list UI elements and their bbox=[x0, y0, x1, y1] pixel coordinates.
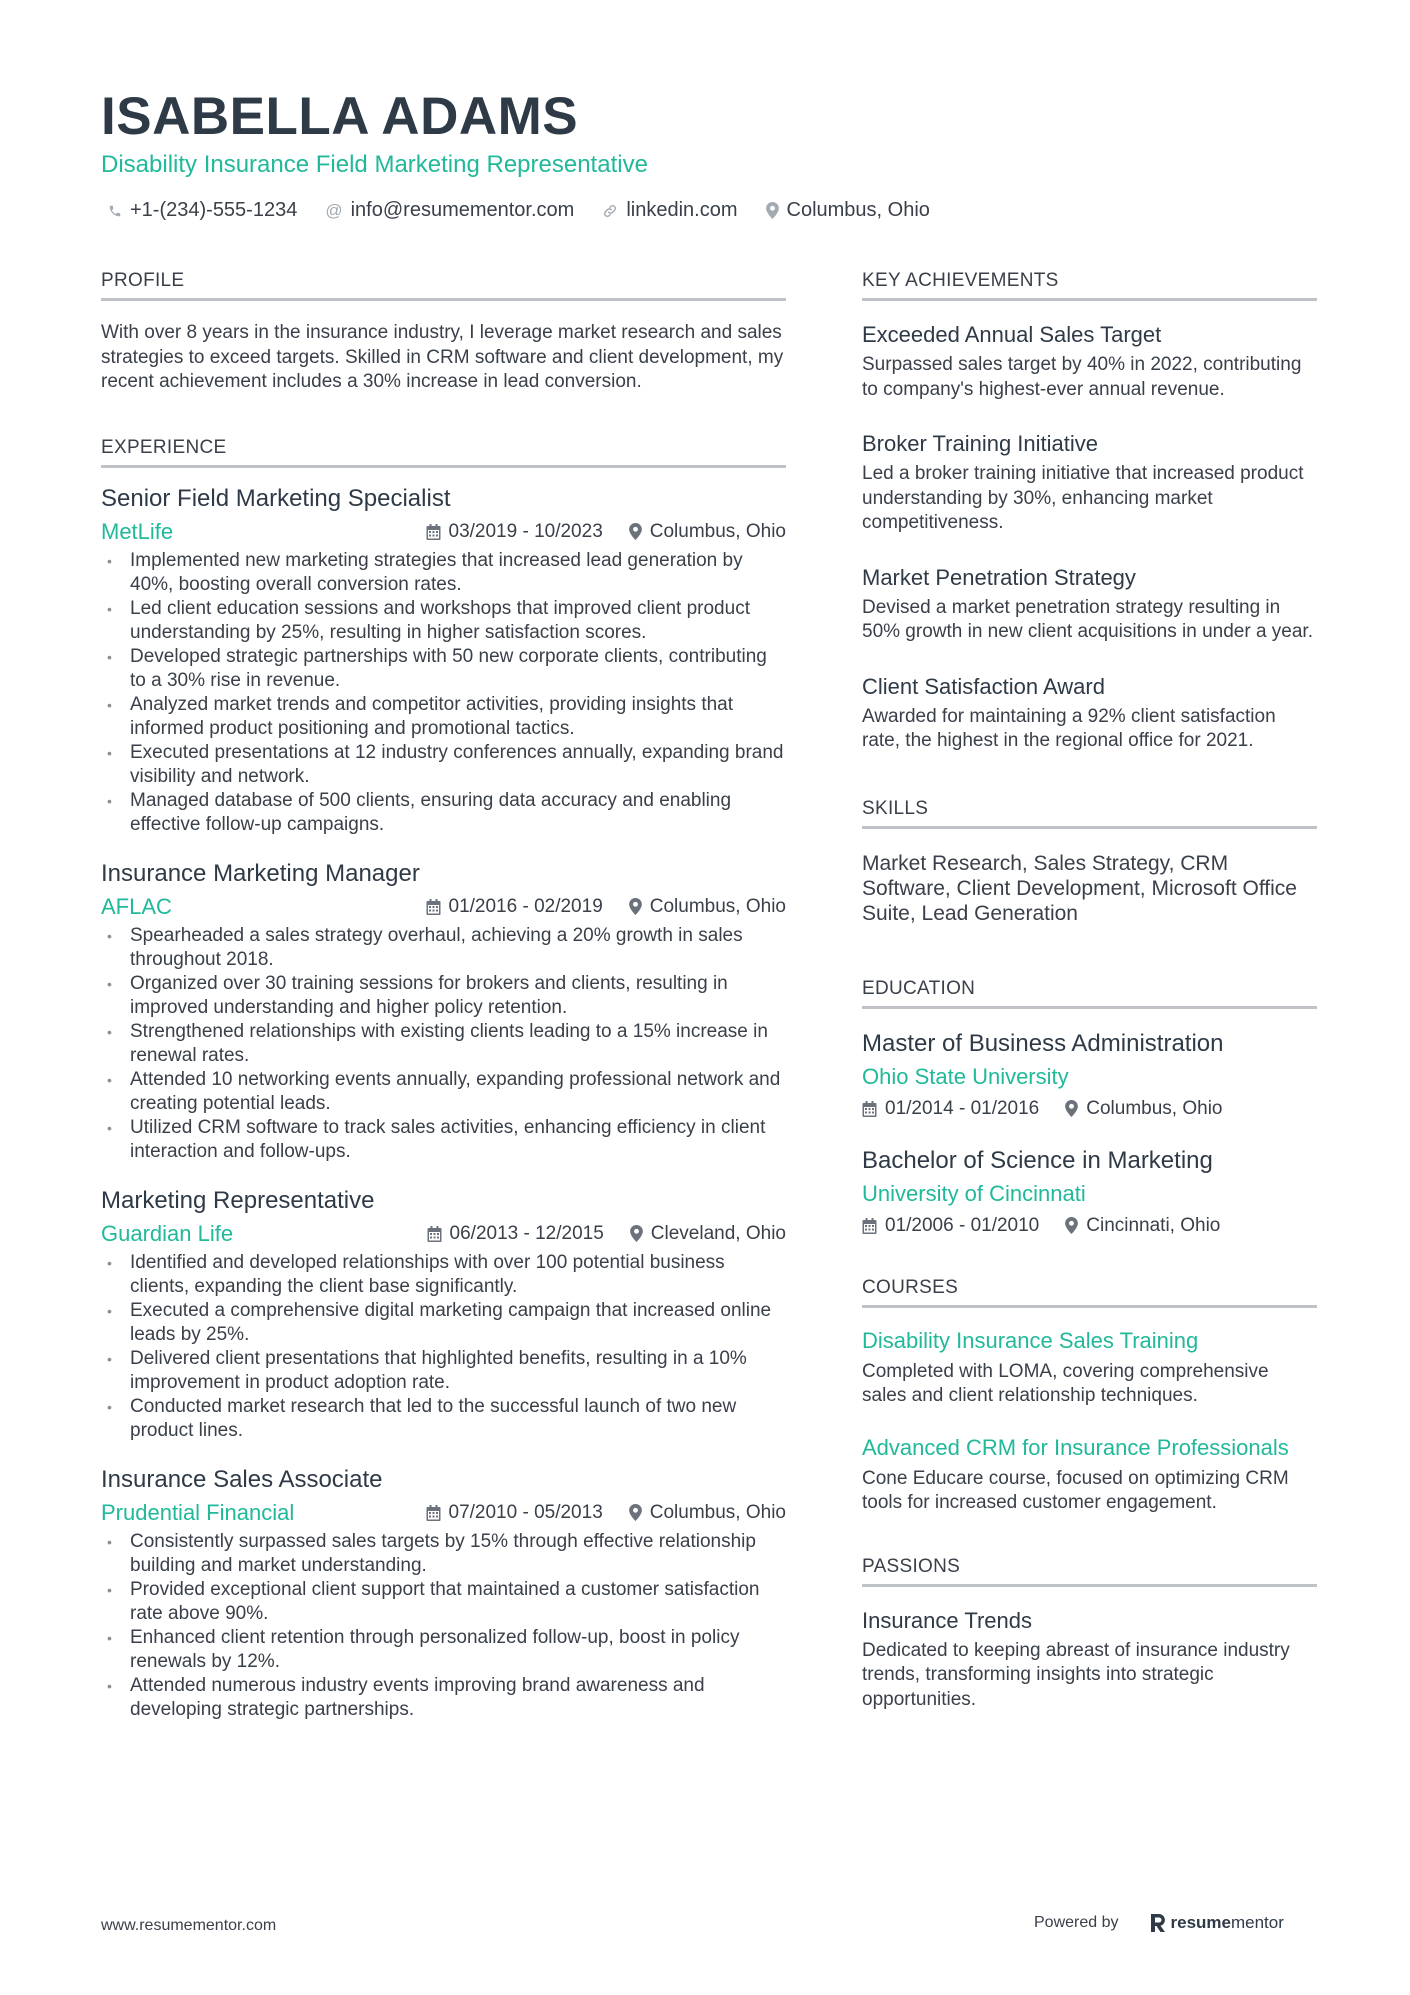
contact-linkedin[interactable] bbox=[602, 199, 737, 222]
bullet-item: • Attended 10 networking events annually, expanding professional network and creating potential leads. bbox=[101, 1068, 786, 1116]
job-dates: 06/2013 - 12/2015 bbox=[449, 1222, 604, 1244]
bullet-list bbox=[101, 924, 786, 1164]
section-heading: COURSES bbox=[862, 1277, 1317, 1308]
left-column bbox=[101, 270, 786, 1744]
education-location: Cincinnati, Ohio bbox=[1086, 1214, 1221, 1236]
section-heading: EXPERIENCE bbox=[101, 437, 786, 468]
course-item bbox=[862, 1328, 1317, 1409]
education-meta bbox=[862, 1215, 1317, 1237]
passion-text: Dedicated to keeping abreast of insurance industry trends, transforming insights into strategic opportunities. bbox=[862, 1639, 1290, 1710]
course-item bbox=[862, 1435, 1317, 1516]
achievement-text: Awarded for maintaining a 92% client satisfaction rate, the highest in the regional office for 2021. bbox=[862, 705, 1276, 751]
experience-section bbox=[101, 437, 786, 1722]
contact-bar bbox=[108, 199, 958, 222]
calendar-icon bbox=[426, 1505, 441, 1521]
calendar-icon bbox=[862, 1101, 877, 1117]
calendar-icon bbox=[862, 1218, 877, 1234]
bullet-item: • Executed presentations at 12 industry conferences annually, expanding brand visibility and network. bbox=[101, 741, 786, 789]
company-name: MetLife bbox=[101, 518, 174, 544]
calendar-icon bbox=[427, 1226, 442, 1242]
job-dates-item bbox=[426, 1502, 603, 1524]
job-meta-right bbox=[426, 521, 786, 543]
job-meta bbox=[101, 1221, 786, 1247]
bullet-item: • Analyzed market trends and competitor activities, providing insights that informed product positioning and promotional tactics. bbox=[101, 693, 786, 741]
job-dates-item bbox=[426, 521, 603, 543]
calendar-icon bbox=[426, 524, 441, 540]
job-meta-right bbox=[426, 896, 786, 918]
bullet-item: • Identified and developed relationships with over 100 potential business clients, expanding the client base significantly. bbox=[101, 1251, 786, 1299]
section-heading: PASSIONS bbox=[862, 1556, 1317, 1587]
job-title: Senior Field Marketing Specialist bbox=[101, 484, 451, 512]
contact-email[interactable] bbox=[325, 199, 574, 222]
at-icon: @ bbox=[325, 200, 343, 220]
course-list bbox=[862, 1328, 1317, 1516]
job-location-item bbox=[630, 1223, 786, 1245]
job-meta-right bbox=[426, 1502, 786, 1524]
footer-website[interactable]: www.resumementor.com bbox=[101, 1917, 277, 1934]
section-heading: EDUCATION bbox=[862, 978, 1317, 1009]
education-item bbox=[862, 1029, 1317, 1120]
company-name: Guardian Life bbox=[101, 1220, 234, 1246]
job-location: Columbus, Ohio bbox=[649, 1501, 786, 1523]
education-section bbox=[862, 978, 1317, 1237]
education-item bbox=[862, 1146, 1317, 1237]
achievement-item bbox=[862, 430, 1317, 536]
education-dates: 01/2014 - 01/2016 bbox=[885, 1097, 1040, 1119]
course-text: Cone Educare course, focused on optimizing CRM tools for increased customer engagement. bbox=[862, 1467, 1289, 1513]
job-meta bbox=[101, 894, 786, 920]
bullet-item: • Spearheaded a sales strategy overhaul, achieving a 20% growth in sales throughout 2018. bbox=[101, 924, 786, 972]
passions-section bbox=[862, 1556, 1317, 1713]
contact-location bbox=[766, 199, 930, 222]
location-pin-icon bbox=[1065, 1100, 1078, 1117]
phone-icon bbox=[108, 204, 122, 218]
location-pin-icon bbox=[766, 202, 779, 219]
school-name: Ohio State University bbox=[862, 1063, 1069, 1089]
powered-by-label: Powered by bbox=[1034, 1914, 1119, 1931]
achievement-text: Devised a market penetration strategy resulting in 50% growth in new client acquisitions in under a year. bbox=[862, 596, 1313, 642]
achievement-title: Client Satisfaction Award bbox=[862, 673, 1105, 699]
passion-list bbox=[862, 1607, 1317, 1713]
job-location: Columbus, Ohio bbox=[649, 520, 786, 542]
candidate-title: Disability Insurance Field Marketing Representative bbox=[101, 151, 648, 178]
company-name: Prudential Financial bbox=[101, 1499, 295, 1525]
profile-section bbox=[101, 270, 786, 395]
candidate-name: ISABELLA ADAMS bbox=[101, 87, 579, 146]
achievement-item bbox=[862, 564, 1317, 645]
location-pin-icon bbox=[629, 898, 642, 915]
bullet-item: • Strengthened relationships with existing clients leading to a 15% increase in renewal rates. bbox=[101, 1020, 786, 1068]
bullet-item: • Executed a comprehensive digital marketing campaign that increased online leads by 25%. bbox=[101, 1299, 786, 1347]
skills-text: Market Research, Sales Strategy, CRM Software, Client Development, Microsoft Office Suite, Lead Generation bbox=[862, 851, 1297, 925]
degree-title: Bachelor of Science in Marketing bbox=[862, 1146, 1213, 1174]
degree-title: Master of Business Administration bbox=[862, 1029, 1224, 1057]
job-dates-item bbox=[426, 896, 603, 918]
passion-item bbox=[862, 1607, 1317, 1713]
job-location: Columbus, Ohio bbox=[649, 895, 786, 917]
achievement-item bbox=[862, 673, 1317, 754]
achievement-list bbox=[862, 321, 1317, 754]
bullet-list bbox=[101, 549, 786, 837]
link-icon bbox=[602, 203, 618, 219]
course-text: Completed with LOMA, covering comprehensive sales and client relationship techniques. bbox=[862, 1360, 1269, 1406]
bullet-list bbox=[101, 1251, 786, 1443]
achievement-text: Led a broker training initiative that increased product understanding by 30%, enhancing market competitiveness. bbox=[862, 463, 1304, 533]
job-location-item bbox=[629, 521, 786, 543]
school-name: University of Cincinnati bbox=[862, 1180, 1086, 1206]
section-heading: PROFILE bbox=[101, 270, 786, 301]
achievement-text: Surpassed sales target by 40% in 2022, contributing to company's highest-ever annual revenue. bbox=[862, 354, 1302, 400]
education-location-item bbox=[1065, 1215, 1220, 1237]
job-location-item bbox=[629, 896, 786, 918]
brand-logo[interactable] bbox=[1151, 1913, 1284, 1933]
bullet-item: • Delivered client presentations that highlighted benefits, resulting in a 10% improvement in product adoption rate. bbox=[101, 1347, 786, 1395]
bullet-item: • Consistently surpassed sales targets by 15% through effective relationship building and market understanding. bbox=[101, 1530, 786, 1578]
contact-phone[interactable] bbox=[108, 199, 297, 222]
brand-part1: resume bbox=[1170, 1913, 1231, 1932]
job-meta-right bbox=[427, 1223, 786, 1245]
achievement-title: Market Penetration Strategy bbox=[862, 564, 1136, 590]
bullet-list bbox=[101, 1530, 786, 1722]
company-name: AFLAC bbox=[101, 893, 172, 919]
job-list bbox=[101, 484, 786, 1722]
bullet-item: • Developed strategic partnerships with 50 new corporate clients, contributing to a 30% rise in revenue. bbox=[101, 645, 786, 693]
email-text: info@resumementor.com bbox=[350, 199, 575, 221]
achievement-item bbox=[862, 321, 1317, 402]
job-meta bbox=[101, 1500, 786, 1526]
bullet-item: • Conducted market research that led to the successful launch of two new product lines. bbox=[101, 1395, 786, 1443]
location-pin-icon bbox=[629, 1504, 642, 1521]
achievements-section bbox=[862, 270, 1317, 754]
phone-text: +1-(234)-555-1234 bbox=[130, 199, 298, 221]
profile-text: With over 8 years in the insurance industry, I leverage market research and sales strategies to exceed targets. Skilled in CRM software and client development, my recent achievement includes a 30% increase in lead conversion. bbox=[101, 322, 784, 392]
bullet-item: • Implemented new marketing strategies that increased lead generation by 40%, boosting overall conversion rates. bbox=[101, 549, 786, 597]
achievement-title: Broker Training Initiative bbox=[862, 431, 1098, 456]
job-dates: 07/2010 - 05/2013 bbox=[448, 1501, 603, 1523]
achievement-title: Exceeded Annual Sales Target bbox=[862, 322, 1162, 347]
job-location-item bbox=[629, 1502, 786, 1524]
brand-part2: mentor bbox=[1230, 1913, 1284, 1932]
education-dates-item bbox=[862, 1098, 1039, 1120]
education-meta bbox=[862, 1098, 1317, 1120]
job-entry bbox=[101, 1465, 786, 1722]
education-list bbox=[862, 1029, 1317, 1237]
bullet-item: • Managed database of 500 clients, ensuring data accuracy and enabling effective follow-up campaigns. bbox=[101, 789, 786, 837]
footer-brand bbox=[1034, 1913, 1284, 1933]
job-location: Cleveland, Ohio bbox=[650, 1222, 786, 1244]
bullet-item: • Led client education sessions and workshops that improved client product understanding by 25%, resulting in higher satisfaction scores. bbox=[101, 597, 786, 645]
job-entry bbox=[101, 484, 786, 837]
skills-section bbox=[862, 798, 1317, 926]
education-dates: 01/2006 - 01/2010 bbox=[885, 1214, 1040, 1236]
education-location: Columbus, Ohio bbox=[1086, 1097, 1223, 1119]
section-heading: SKILLS bbox=[862, 798, 1317, 829]
job-title: Insurance Marketing Manager bbox=[101, 859, 420, 887]
right-column bbox=[862, 270, 1317, 1754]
bullet-item: • Utilized CRM software to track sales activities, enhancing efficiency in client interaction and follow-ups. bbox=[101, 1116, 786, 1164]
linkedin-text: linkedin.com bbox=[626, 199, 738, 221]
passion-title: Insurance Trends bbox=[862, 1607, 1032, 1633]
bullet-item: • Attended numerous industry events improving brand awareness and developing strategic partnerships. bbox=[101, 1674, 786, 1722]
job-meta bbox=[101, 519, 786, 545]
job-entry bbox=[101, 859, 786, 1164]
job-dates: 01/2016 - 02/2019 bbox=[448, 895, 603, 917]
brand-mark-icon bbox=[1151, 1914, 1165, 1932]
bullet-item: • Enhanced client retention through personalized follow-up, boost in policy renewals by 12%. bbox=[101, 1626, 786, 1674]
location-pin-icon bbox=[630, 1225, 643, 1242]
job-dates: 03/2019 - 10/2023 bbox=[448, 520, 603, 542]
job-title: Marketing Representative bbox=[101, 1186, 375, 1214]
location-pin-icon bbox=[629, 523, 642, 540]
location-text: Columbus, Ohio bbox=[786, 199, 930, 221]
job-title: Insurance Sales Associate bbox=[101, 1465, 383, 1493]
course-title: Disability Insurance Sales Training bbox=[862, 1327, 1199, 1353]
location-pin-icon bbox=[1065, 1217, 1078, 1234]
bullet-item: • Organized over 30 training sessions for brokers and clients, resulting in improved understanding and higher policy retention. bbox=[101, 972, 786, 1020]
education-dates-item bbox=[862, 1215, 1039, 1237]
bullet-item: • Provided exceptional client support that maintained a customer satisfaction rate above 90%. bbox=[101, 1578, 786, 1626]
education-location-item bbox=[1065, 1098, 1222, 1120]
job-dates-item bbox=[427, 1223, 604, 1245]
job-entry bbox=[101, 1186, 786, 1443]
section-heading: KEY ACHIEVEMENTS bbox=[862, 270, 1317, 301]
courses-section bbox=[862, 1277, 1317, 1516]
course-title: Advanced CRM for Insurance Professionals bbox=[862, 1434, 1289, 1460]
calendar-icon bbox=[426, 899, 441, 915]
